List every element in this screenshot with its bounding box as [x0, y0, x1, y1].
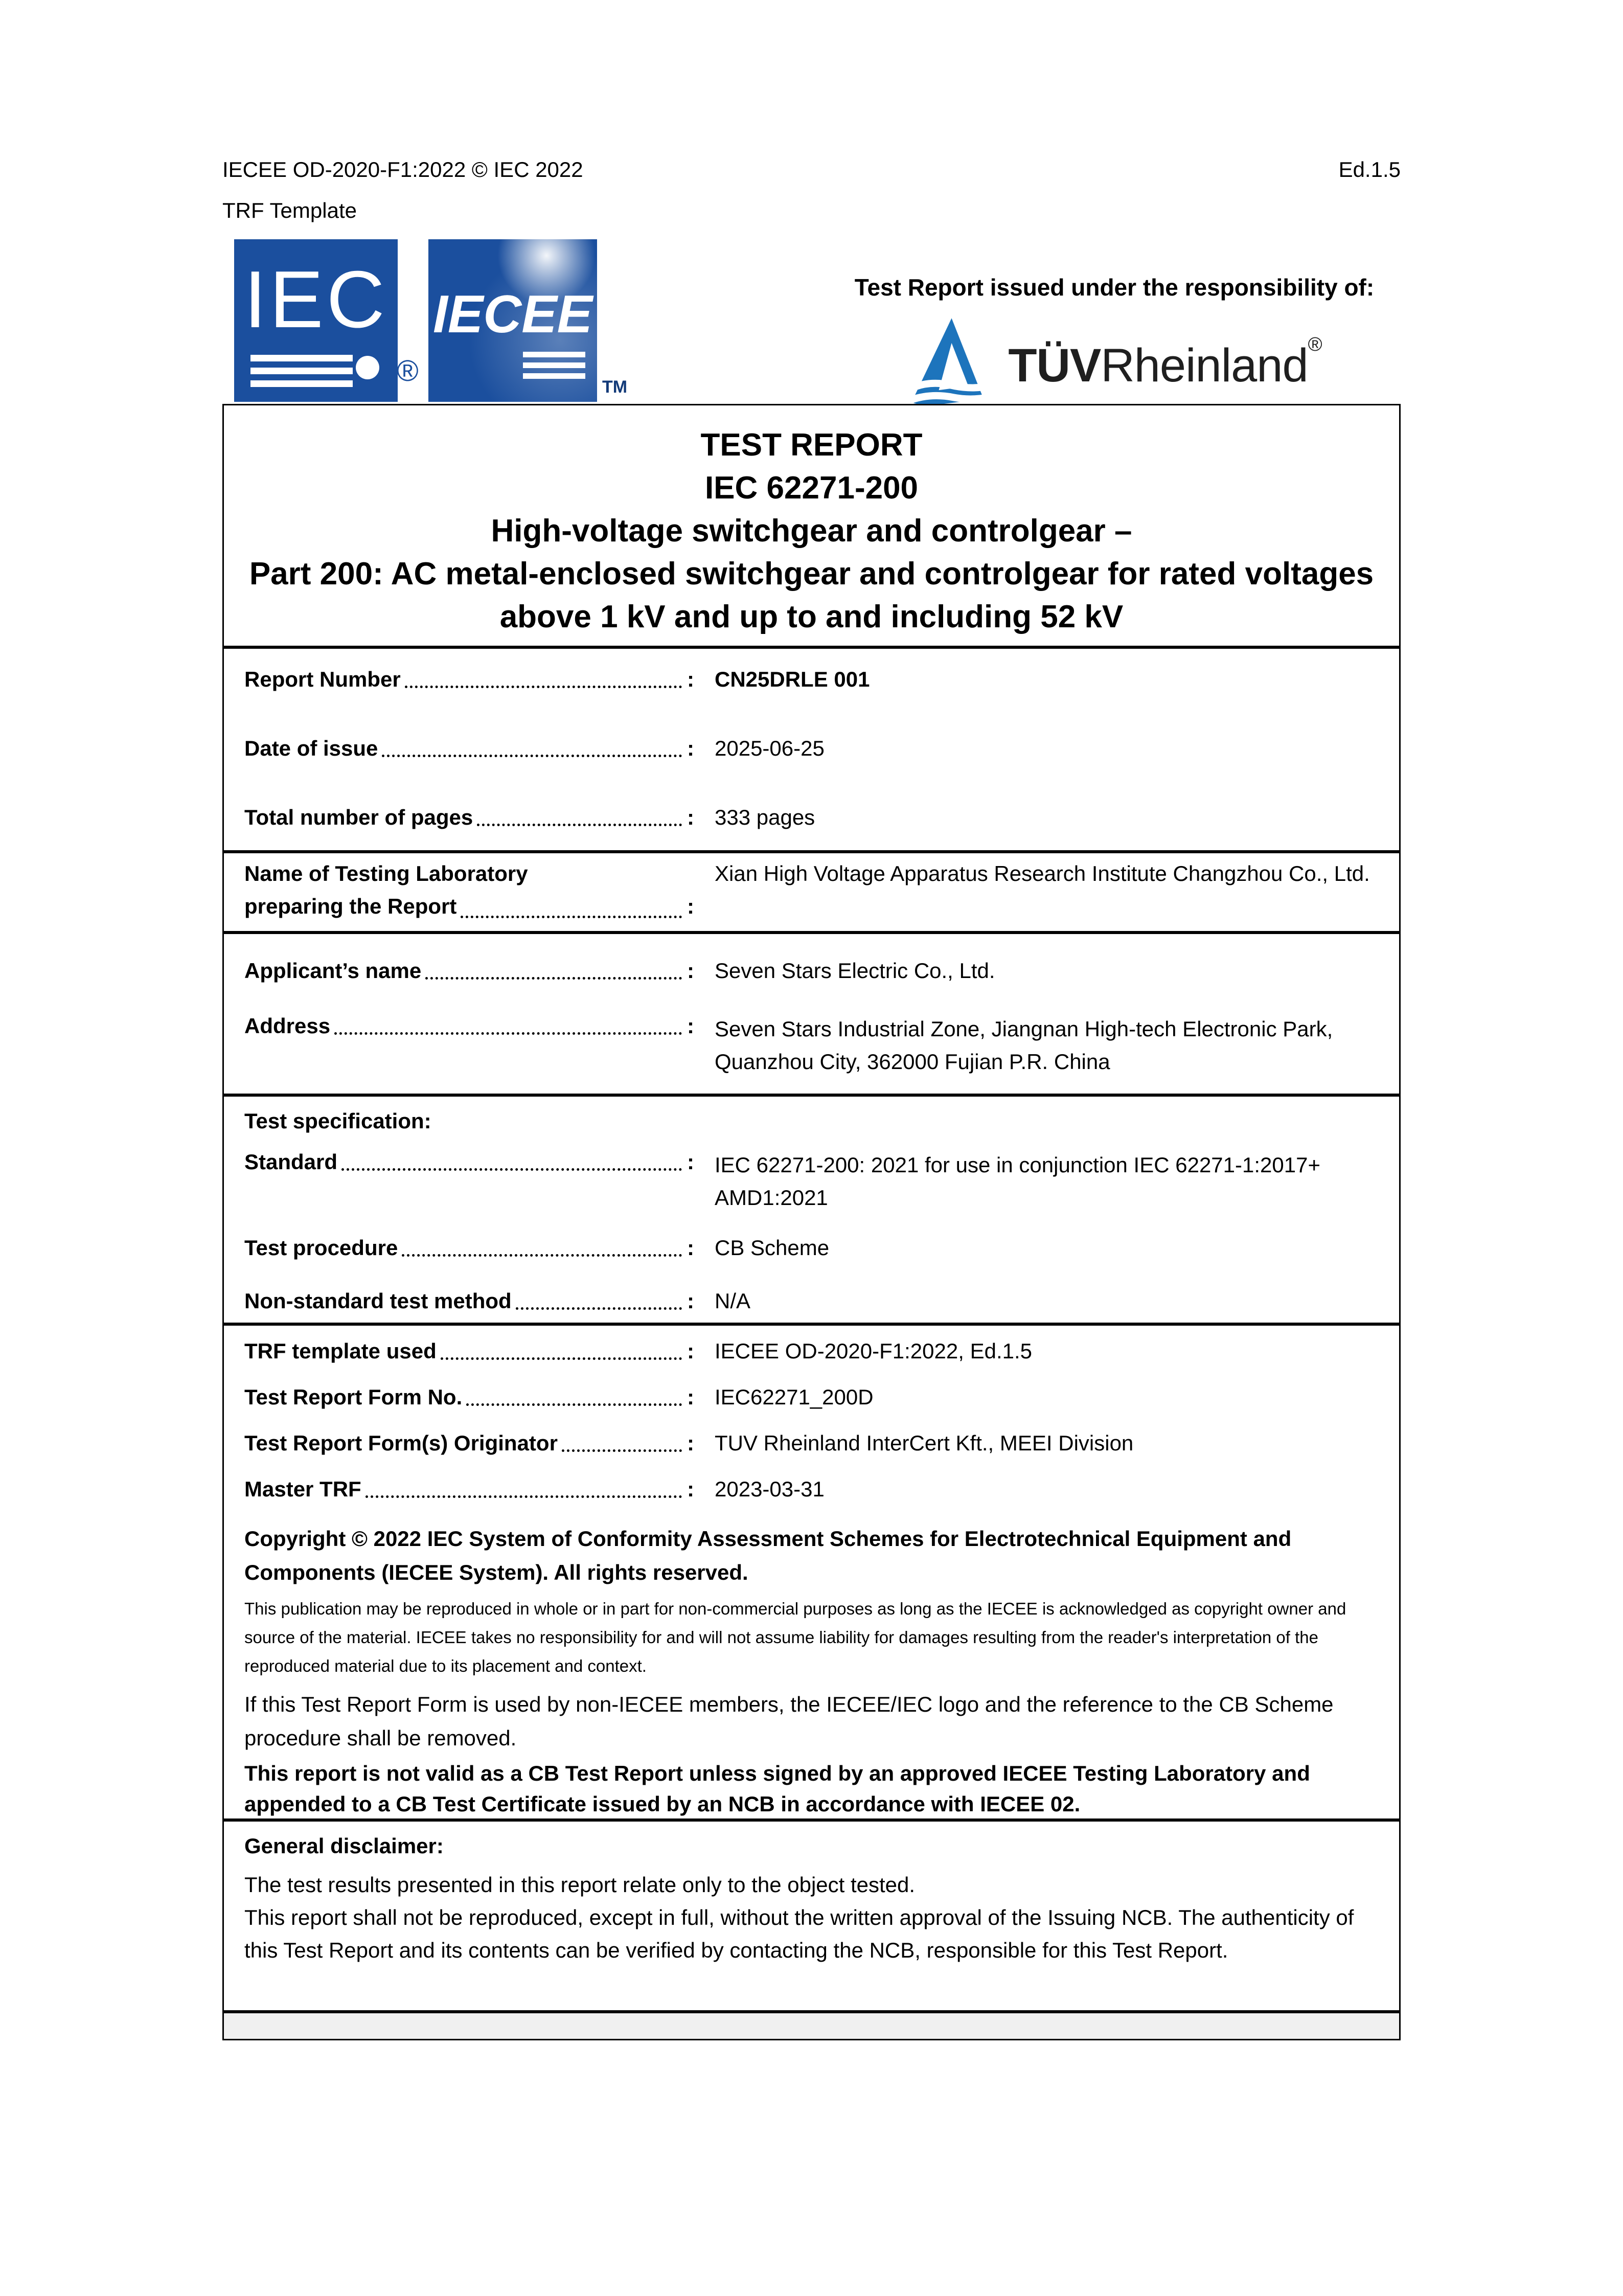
dotted-leader	[341, 1168, 682, 1171]
standard-name-line: High-voltage switchgear and controlgear –	[491, 513, 1132, 549]
report-info-section	[224, 649, 1399, 853]
iecee-logo	[428, 239, 597, 402]
empty-footer-row	[224, 2013, 1399, 2039]
responsibility-text: Test Report issued under the responsibility of:	[854, 274, 1375, 301]
dotted-leader	[441, 1357, 682, 1360]
dotted-leader	[466, 1403, 682, 1406]
testing-laboratory-section	[224, 853, 1399, 934]
tuv-text-rest: Rheinland	[1101, 339, 1308, 392]
iec-logo-lines	[250, 355, 353, 393]
leader-colon: :	[687, 1431, 694, 1455]
dotted-leader	[461, 916, 682, 918]
leader-colon: :	[687, 1339, 694, 1363]
tuv-rheinland-logo	[787, 315, 1442, 411]
row-label: Address	[244, 1014, 331, 1038]
leader-colon: :	[687, 894, 694, 918]
trf-originator-value: TUV Rheinland InterCert Kft., MEEI Division	[715, 1431, 1134, 1455]
table-row	[244, 1013, 1379, 1078]
standard-number-title: IEC 62271-200	[704, 470, 919, 506]
row-label: TRF template used	[244, 1339, 437, 1363]
row-label: Non-standard test method	[244, 1289, 512, 1313]
general-disclaimer-section	[224, 1822, 1399, 2013]
responsibility-block	[787, 273, 1442, 411]
table-row	[244, 735, 1379, 762]
test-specification-section	[224, 1097, 1399, 1326]
iec-logo	[234, 239, 398, 402]
master-trf-value: 2023-03-31	[715, 1477, 825, 1501]
dotted-leader	[562, 1449, 682, 1452]
trademark-mark: TM	[602, 377, 628, 397]
dotted-leader	[334, 1032, 682, 1035]
table-row	[244, 1384, 1379, 1411]
applicant-name-value: Seven Stars Electric Co., Ltd.	[715, 959, 995, 983]
standard-part-line: Part 200: AC metal-enclosed switchgear and controlgear for rated voltages above 1 kV and up to and including 52 kV	[249, 556, 1374, 634]
tuv-triangle-icon	[907, 315, 995, 411]
lab-label-line1: Name of Testing Laboratory	[244, 861, 528, 885]
lab-label-line2: preparing the Report	[244, 894, 457, 918]
not-valid-note: This report is not valid as a CB Test Report unless signed by an approved IECEE Testing Laboratory and appended to a CB Test Certificate issued by an NCB in accordance with IECEE 02.	[244, 1761, 1310, 1816]
standard-value: IEC 62271-200: 2021 for use in conjunction IEC 62271-1:2017+ AMD1:2021	[715, 1153, 1321, 1210]
trf-id-line: IECEE OD-2020-F1:2022 © IEC 2022	[222, 157, 583, 181]
dotted-leader	[402, 1254, 682, 1257]
dotted-leader	[382, 755, 682, 757]
applicant-section	[224, 934, 1399, 1097]
leader-colon: :	[687, 1014, 694, 1038]
leader-colon: :	[687, 959, 694, 983]
trf-template-value: IECEE OD-2020-F1:2022, Ed.1.5	[715, 1339, 1032, 1363]
total-pages-value: 333 pages	[715, 805, 815, 829]
leader-colon: :	[687, 805, 694, 829]
report-title: TEST REPORT	[700, 427, 923, 463]
leader-colon: :	[687, 1385, 694, 1409]
table-row	[244, 1288, 1379, 1314]
row-label: Date of issue	[244, 736, 378, 760]
iecee-logo-text: IECEE	[432, 285, 593, 344]
leader-colon: :	[687, 1150, 694, 1174]
table-row	[244, 1149, 1379, 1214]
report-number-value: CN25DRLE 001	[715, 667, 870, 691]
table-row	[244, 1476, 1379, 1503]
date-of-issue-value: 2025-06-25	[715, 736, 825, 760]
leader-colon: :	[687, 667, 694, 691]
edition-line: Ed.1.5	[1338, 157, 1401, 181]
dotted-leader	[425, 977, 682, 980]
registered-mark-icon: ®	[397, 354, 419, 388]
table-row	[244, 1338, 1379, 1365]
table-row	[244, 857, 1379, 923]
dotted-leader	[477, 824, 682, 826]
leader-colon: :	[687, 1477, 694, 1501]
row-label: Applicant’s name	[244, 959, 422, 983]
iecee-logo-lines	[523, 352, 585, 384]
leader-colon: :	[687, 1236, 694, 1260]
table-row	[244, 804, 1379, 831]
iec-logo-dot	[356, 356, 379, 379]
leader-colon: :	[687, 736, 694, 760]
row-label: Test Report Form No.	[244, 1385, 463, 1409]
disclaimer-paragraph-2: This report shall not be reproduced, except in full, without the written approval of the Issuing NCB. The authenticity of this Test Report and its contents can be verified by contacting the NCB, responsible for this Test Report.	[244, 1905, 1354, 1962]
row-label: Report Number	[244, 667, 401, 691]
dotted-leader	[405, 686, 682, 688]
tuv-logo-text	[1008, 334, 1321, 393]
iec-logo-text: IEC	[244, 255, 388, 345]
disclaimer-paragraph-1: The test results presented in this report relate only to the object tested.	[244, 1873, 916, 1897]
tuv-registered-mark: ®	[1308, 333, 1322, 355]
trf-section	[224, 1326, 1399, 1822]
general-disclaimer-header: General disclaimer:	[244, 1834, 444, 1858]
table-row	[244, 666, 1379, 693]
row-label: Standard	[244, 1150, 338, 1174]
copyright-small-print: This publication may be reproduced in whole or in part for non-commercial purposes as long as the IECEE is acknowledged as copyright owner and source of the material. IECEE takes no responsibility for and will not assume liability for damages resulting from the reader's interpretation of the reproduced material due to its placement and context.	[244, 1599, 1346, 1675]
page-header-right	[1339, 149, 1401, 190]
table-row	[244, 1235, 1379, 1261]
dotted-leader	[365, 1495, 682, 1498]
row-label: Master TRF	[244, 1477, 361, 1501]
title-section	[224, 405, 1399, 649]
tuv-text-bold: TÜV	[1008, 339, 1101, 392]
test-specification-header: Test specification:	[244, 1109, 431, 1133]
row-label: Test Report Form(s) Originator	[244, 1431, 558, 1455]
test-procedure-value: CB Scheme	[715, 1236, 830, 1260]
trf-form-no-value: IEC62271_200D	[715, 1385, 874, 1409]
dotted-leader	[516, 1307, 682, 1310]
report-cover-table	[222, 404, 1401, 2040]
leader-colon: :	[687, 1289, 694, 1313]
page-header-left	[222, 149, 583, 231]
table-row	[244, 958, 1379, 984]
row-label: Total number of pages	[244, 805, 473, 829]
copyright-statement: Copyright © 2022 IEC System of Conformity Assessment Schemes for Electrotechnical Equipment and Components (IECEE System). All rights reserved.	[244, 1527, 1292, 1584]
table-row	[244, 1430, 1379, 1457]
trf-template-line: TRF Template	[222, 198, 357, 222]
row-label: Test procedure	[244, 1236, 398, 1260]
non-iecee-note: If this Test Report Form is used by non-IECEE members, the IECEE/IEC logo and the reference to the CB Scheme procedure shall be removed.	[244, 1692, 1334, 1750]
non-standard-method-value: N/A	[715, 1289, 751, 1313]
address-value: Seven Stars Industrial Zone, Jiangnan High-tech Electronic Park, Quanzhou City, 362000 Fujian P.R. China	[715, 1017, 1333, 1074]
lab-name-value: Xian High Voltage Apparatus Research Institute Changzhou Co., Ltd.	[715, 861, 1370, 885]
